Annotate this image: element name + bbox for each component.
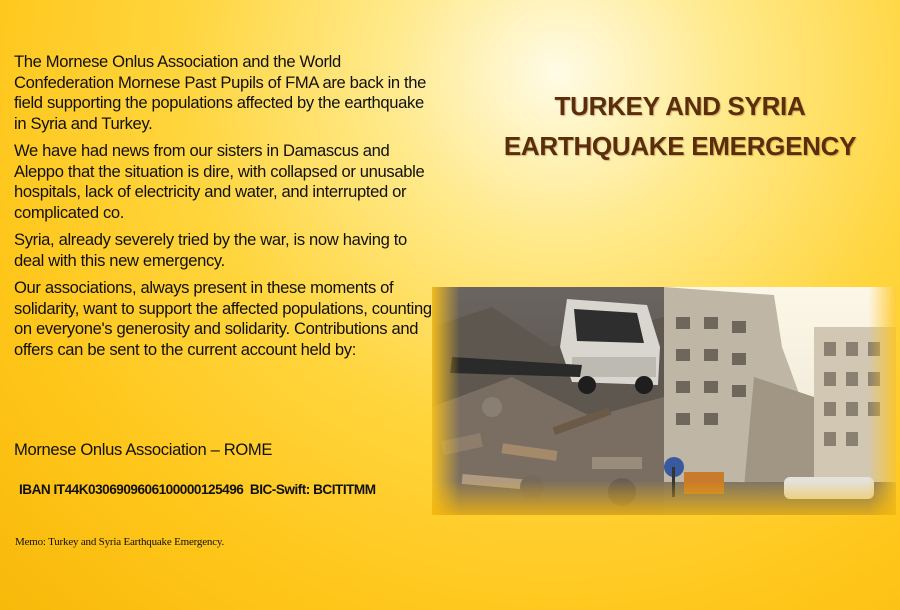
appeal-text (14, 52, 434, 367)
headline-line-2: EARTHQUAKE EMERGENCY (503, 131, 857, 161)
paragraph-news: We have had news from our sisters in Damascus and Aleppo that the situation is dire, with collapsed or unusable hospitals, lack of electricity and water, and interrupted or complicated co. (14, 141, 425, 222)
rubble-van-photo (432, 287, 664, 515)
paragraph-intro: The Mornese Onlus Association and the World Confederation Mornese Past Pupils of FMA are back in the field supporting the populations affected by the earthquake in Syria and Turkey. (14, 52, 427, 133)
memo-text: Memo: Turkey and Syria Earthquake Emergency. (15, 536, 225, 548)
paragraph-syria: Syria, already severely tried by the war, is now having to deal with this new emergency. (14, 230, 407, 270)
collapsed-building-photo (664, 287, 896, 515)
headline-line-1: TURKEY AND SYRIA (554, 91, 806, 121)
iban-details: IBAN IT44K0306909606100000125496 BIC-Swift: BCITITMM (19, 482, 376, 497)
paragraph-appeal: Our associations, always present in these moments of solidarity, want to support the affected populations, counting on everyone's generosity and solidarity. Contributions and offers can be sent to the current account held by: (14, 278, 432, 359)
headline (490, 86, 870, 166)
account-holder: Mornese Onlus Association – ROME (14, 440, 273, 459)
earthquake-photos (432, 287, 896, 515)
